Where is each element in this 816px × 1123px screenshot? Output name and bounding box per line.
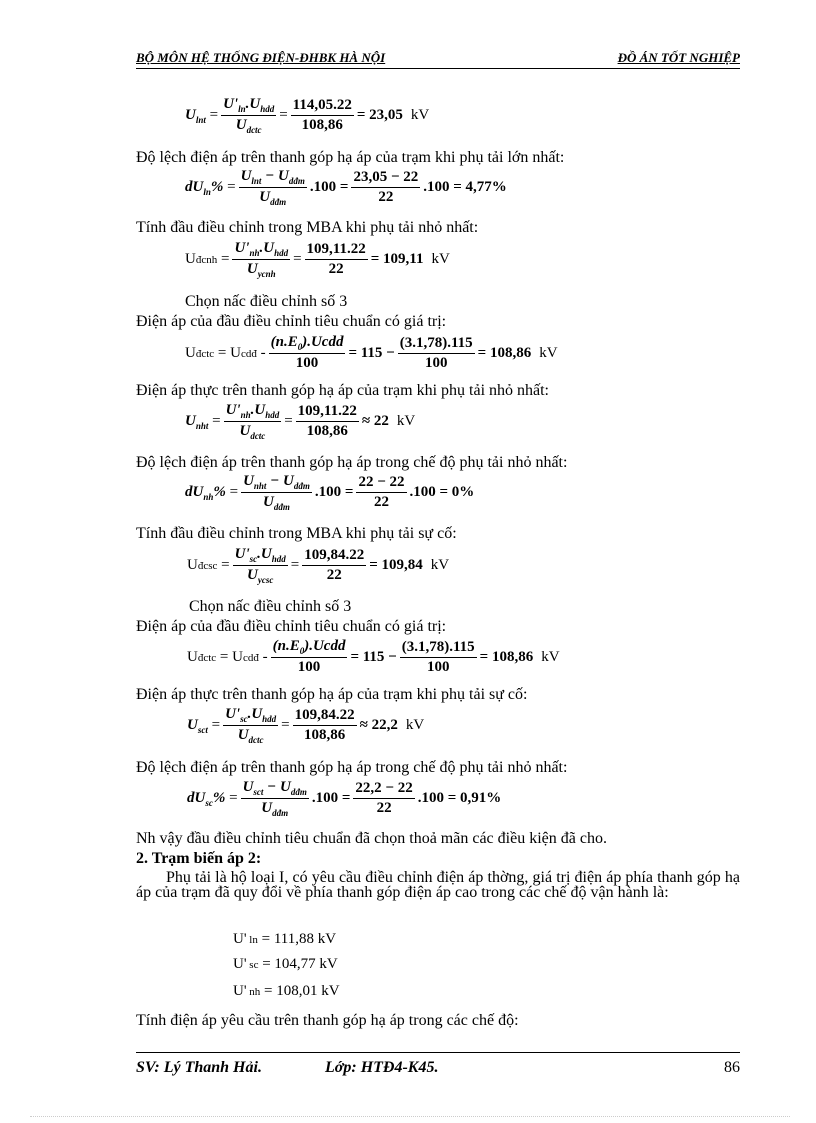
text-line: Độ lệch điện áp trên thanh góp hạ áp của trạm khi phụ tải lớn nhất: [136, 149, 565, 166]
equation-du-nh: $dU_{nh}\%$ = $\frac{U_{nht} - U_{dđm}}{U_{dđm}}$ .100 = $\frac{22 - 22}{22}$ .100 = 0% [185, 473, 475, 512]
text-line: Chọn nấc điều chỉnh số 3 [185, 293, 348, 310]
text-line: Chọn nấc điều chỉnh số 3 [189, 598, 352, 615]
equation-du-sc: $dU_{sc}\%$ = $\frac{U_{sct} - U_{dđm}}{U_{dđm}}$ .100 = $\frac{22,2 - 22}{22}$ .100 = 0,91% [187, 779, 502, 818]
equation-du-ln: $dU_{ln}\%$ = $\frac{U_{lnt} - U_{dđm}}{U_{dđm}}$ .100 = $\frac{23,05 - 22}{22}$ .100 = 4,77% [185, 168, 507, 207]
text-line: Độ lệch điện áp trên thanh góp hạ áp trong chế độ phụ tải nhỏ nhất: [136, 759, 568, 776]
equation-u-nht: $U_{nht}$ = $\frac{U'_{nh}.U_{hdd}}{U_{dctc}}$ = $\frac{109,11.22}{108,86}$ ≈ 22 kV [185, 402, 416, 441]
text-line: Điện áp của đầu điều chỉnh tiêu chuẩn có giá trị: [136, 313, 447, 330]
text-line: Tính điện áp yêu cầu trên thanh góp hạ áp trong các chế độ: [136, 1012, 519, 1029]
equation-u-dcnh: Uđcnh = $\frac{U'_{nh}.U_{hdd}}{U_{ycnh}}$ = $\frac{109,11.22}{22}$ = 109,11 kV [185, 240, 450, 279]
footer-author: SV: Lý Thanh Hải. [136, 1059, 262, 1076]
bottom-divider [30, 1116, 790, 1117]
section-paragraph: Phụ tải là hộ loại I, có yêu cầu điều chỉnh điện áp thờng, giá trị điện áp phía thanh góp hạ áp của trạm đã quy đổi về phía thanh góp điện áp cao trong các chế độ vận hành là: [136, 869, 740, 901]
text-line: Tính đầu điều chỉnh trong MBA khi phụ tải nhỏ nhất: [136, 219, 479, 236]
equation-u-dctc-2: Uđctc = Ucdđ - $\frac{(n.E_0).Ucdd}{100}$ = 115 − $\frac{(3.1,78).115}{100}$ = 108,86 kV [187, 638, 560, 675]
equation-u-dctc-1: Uđctc = Ucdđ - $\frac{(n.E_0).Ucdd}{100}$ = 115 − $\frac{(3.1,78).115}{100}$ = 108,86 kV [185, 334, 558, 371]
text-line: Độ lệch điện áp trên thanh góp hạ áp trong chế độ phụ tải nhỏ nhất: [136, 454, 568, 471]
page-number: 86 [724, 1059, 740, 1076]
equation-u-lnt: $U_{lnt}$ = $\frac{U'_{ln}.U_{hdd}}{U_{dctc}}$ = $\frac{114,05.22}{108,86}$ = 23,05 kV [185, 96, 430, 135]
equation-u-sct: $U_{sct}$ = $\frac{U'_{sc}.U_{hdd}}{U_{dctc}}$ = $\frac{109,84.22}{108,86}$ ≈ 22,2 kV [187, 706, 425, 745]
section-title: 2. Trạm biến áp 2: [136, 850, 262, 867]
value-item: U' sc = 104,77 kV [233, 956, 338, 972]
footer-class: Lớp: HTĐ4-K45. [325, 1059, 439, 1076]
text-line: Điện áp của đầu điều chỉnh tiêu chuẩn có giá trị: [136, 618, 447, 635]
header-department: BỘ MÔN HỆ THỐNG ĐIỆN-ĐHBK HÀ NỘI [136, 50, 386, 65]
page-footer [136, 1052, 740, 1077]
text-line: Nh vậy đầu điều chỉnh tiêu chuẩn đã chọn thoả mãn các điều kiện đã cho. [136, 830, 607, 847]
text-line: Điện áp thực trên thanh góp hạ áp của trạm khi phụ tải nhỏ nhất: [136, 382, 549, 399]
value-item: U' nh = 108,01 kV [233, 983, 340, 999]
header-project: ĐỒ ÁN TỐT NGHIỆP [617, 50, 740, 65]
equation-u-dcsc: Uđcsc = $\frac{U'_{sc}.U_{hdd}}{U_{ycsc}}$ = $\frac{109,84.22}{22}$ = 109,84 kV [187, 546, 450, 585]
text-line: Tính đầu điều chỉnh trong MBA khi phụ tải sự cố: [136, 525, 457, 542]
page-header [136, 50, 740, 69]
text-line: Điện áp thực trên thanh góp hạ áp của trạm khi phụ tải sự cố: [136, 686, 528, 703]
value-item: U' ln = 111,88 kV [233, 931, 337, 947]
